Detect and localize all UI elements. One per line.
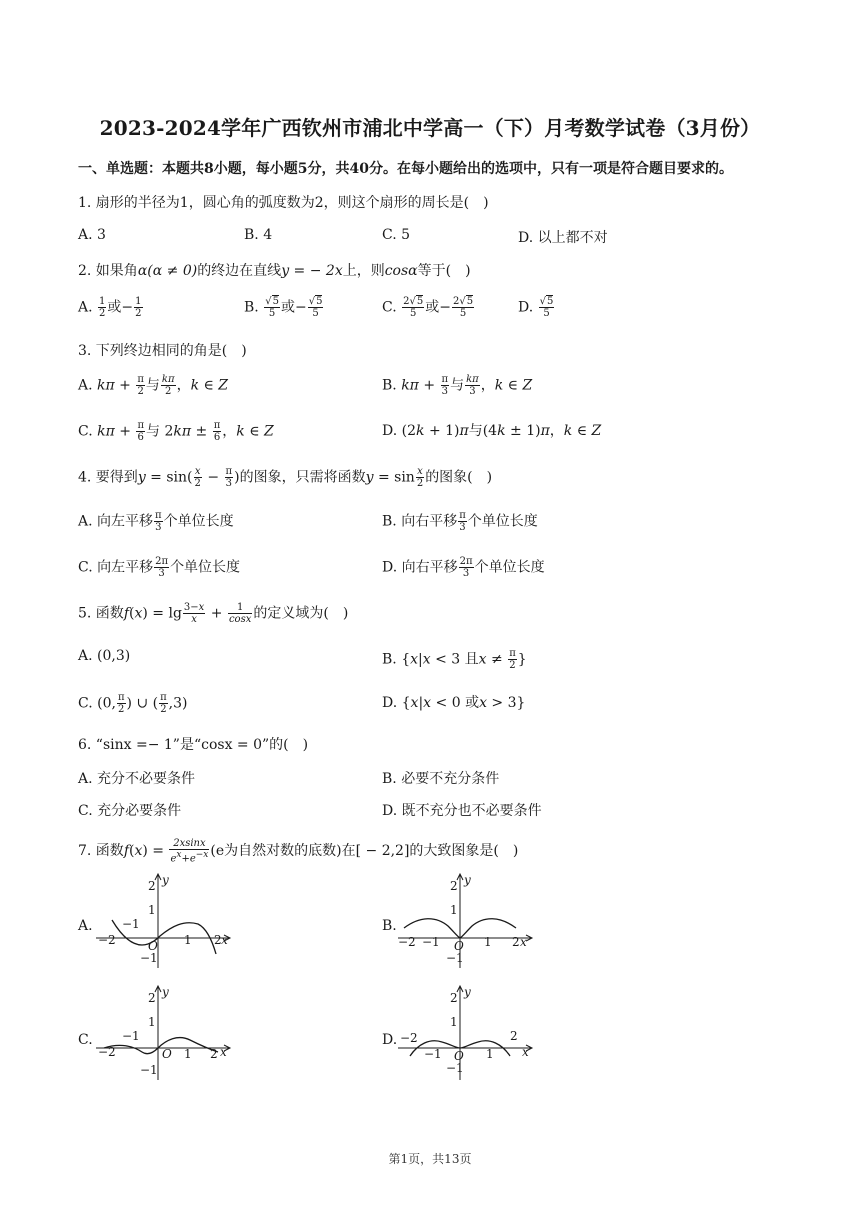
q2-option-b: B. $\frac{√5}{5}$ 或− $\frac{√5}{5}$ <box>244 296 323 319</box>
q1-option-b: B. 4 <box>244 227 273 243</box>
tick-1: 1 <box>148 1015 156 1029</box>
tick-2: 2 <box>510 1029 518 1043</box>
tick-2: 2 <box>148 991 156 1005</box>
q6-option-b: B. 必要不充分条件 <box>382 771 500 787</box>
tick-2: 2 <box>148 879 156 893</box>
x-axis-label: x <box>220 1045 227 1059</box>
q3-option-d: D. (2k + 1)π与(4k ± 1)π，k ∈ Z <box>382 423 602 439</box>
q7-graph-a <box>94 870 234 970</box>
q7-option-a: A. <box>78 918 93 934</box>
tick-m2: −2 <box>98 933 116 947</box>
q5-option-d: D. {x|x < 0 或x > 3} <box>382 695 526 711</box>
q2-option-d: D. $\frac{√5}{5}$ <box>518 296 554 319</box>
tick-m1: −1 <box>140 951 158 965</box>
q3-option-c: C. kπ + $\frac{\pi}{6}$ 与 2kπ ± $\frac{\pi}{6}$ ，k ∈ Z <box>78 420 274 443</box>
page-title: 2023-2024学年广西钦州市浦北中学高一（下）月考数学试卷（3月份） <box>99 116 761 140</box>
tick-1: 1 <box>184 1047 192 1061</box>
q4-option-d: D. 向右平移 $\frac{2\pi}{3}$ 个单位长度 <box>382 556 545 579</box>
q7-graph-c <box>94 982 234 1082</box>
tick-1: 1 <box>450 903 458 917</box>
y-axis-label: y <box>162 985 169 999</box>
q1-option-d: D. 以上都不对 <box>518 230 608 246</box>
q6-option-a: A. 充分不必要条件 <box>78 771 196 787</box>
question-6: 6. “sinx =− 1”是“cosx = 0”的( ) <box>78 737 309 753</box>
tick-1: 1 <box>486 1047 494 1061</box>
tick-m1: −1 <box>446 951 464 965</box>
tick-m2: −2 <box>98 1045 116 1059</box>
origin-label: O <box>162 1047 172 1061</box>
y-axis-label: y <box>464 873 471 887</box>
question-1: 1. 扇形的半径为1，圆心角的弧度数为2，则这个扇形的周长是( ) <box>78 195 489 211</box>
tick-2: 2 <box>450 879 458 893</box>
tick-m1: −1 <box>424 1047 442 1061</box>
q3-option-b: B. kπ + $\frac{\pi}{3}$ 与 $\frac{k\pi}{3}$ ，k ∈ Z <box>382 374 533 397</box>
q4-option-a: A. 向左平移 $\frac{\pi}{3}$ 个单位长度 <box>78 510 234 533</box>
tick-2: 2 <box>450 991 458 1005</box>
question-3: 3. 下列终边相同的角是( ) <box>78 343 247 359</box>
tick-m2: −2 <box>398 935 416 949</box>
tick-1: 1 <box>484 935 492 949</box>
y-axis-label: y <box>162 873 169 887</box>
page-footer: 第1页，共13页 <box>388 1152 472 1166</box>
q3-option-a: A. kπ + $\frac{\pi}{2}$ 与 $\frac{k\pi}{2}$ ，k ∈ Z <box>78 374 229 397</box>
q6-option-c: C. 充分必要条件 <box>78 803 182 819</box>
tick-2: 2 <box>210 1047 218 1061</box>
x-axis-label: x <box>522 1045 529 1059</box>
q7-option-c: C. <box>78 1032 93 1048</box>
tick-2: 2 <box>214 933 222 947</box>
x-axis-label: x <box>221 933 228 947</box>
q5-option-c: C. (0, $\frac{\pi}{2}$ ) ∪ ( $\frac{\pi}{2}$ ,3) <box>78 692 188 715</box>
origin-label: O <box>454 1049 464 1063</box>
tick-m1: −1 <box>122 917 140 931</box>
q2-option-a: A. $\frac{1}{2}$ 或− $\frac{1}{2}$ <box>78 296 142 319</box>
origin-label: O <box>454 939 464 953</box>
q1-option-c: C. 5 <box>382 227 411 243</box>
section-heading: 一、单选题：本题共8小题，每小题5分，共40分。在每小题给出的选项中，只有一项是符合题目要求的。 <box>78 161 733 177</box>
tick-m1: −1 <box>446 1061 464 1075</box>
tick-m1: −1 <box>422 935 440 949</box>
question-2: 2. 如果角α(α ≠ 0)的终边在直线y = − 2x上，则cosα等于( ) <box>78 263 471 279</box>
y-axis-label: y <box>464 985 471 999</box>
q5-option-b: B. {x|x < 3 且x ≠ $\frac{\pi}{2}$ } <box>382 648 527 671</box>
tick-2: 2 <box>512 935 520 949</box>
question-4: 4. 要得到y = sin( $\frac{x}{2}$ − $\frac{\pi}{3}$ )的图象，只需将函数y = sin $\frac{x}{2}$ 的图象( ) <box>78 466 493 489</box>
q4-option-b: B. 向右平移 $\frac{\pi}{3}$ 个单位长度 <box>382 510 538 533</box>
x-axis-label: x <box>520 935 527 949</box>
tick-m2: −2 <box>400 1031 418 1045</box>
tick-1: 1 <box>184 933 192 947</box>
q2-option-c: C. $\frac{2√5}{5}$ 或− $\frac{2√5}{5}$ <box>382 296 474 319</box>
tick-1: 1 <box>148 903 156 917</box>
q7-option-b: B. <box>382 918 397 934</box>
q1-option-a: A. 3 <box>78 227 106 243</box>
q6-option-d: D. 既不充分也不必要条件 <box>382 803 542 819</box>
question-5: 5. 函数f(x) = lg $\frac{3-x}{x}$ + $\frac{1}{\cos x}$ 的定义域为( ) <box>78 602 349 625</box>
q7-graph-b <box>396 870 536 970</box>
tick-m1: −1 <box>140 1063 158 1077</box>
tick-1: 1 <box>450 1015 458 1029</box>
tick-m1: −1 <box>122 1029 140 1043</box>
q7-option-d: D. <box>382 1032 398 1048</box>
q4-option-c: C. 向左平移 $\frac{2\pi}{3}$ 个单位长度 <box>78 556 241 579</box>
q5-option-a: A. (0,3) <box>78 648 131 664</box>
question-7: 7. 函数f(x) = $\frac{2xsinx}{e^x+e^{-x}}$ (e为自然对数的底数)在[ − 2,2]的大致图象是( ) <box>78 838 519 865</box>
q7-graph-d <box>396 982 536 1082</box>
origin-label: O <box>148 939 158 953</box>
